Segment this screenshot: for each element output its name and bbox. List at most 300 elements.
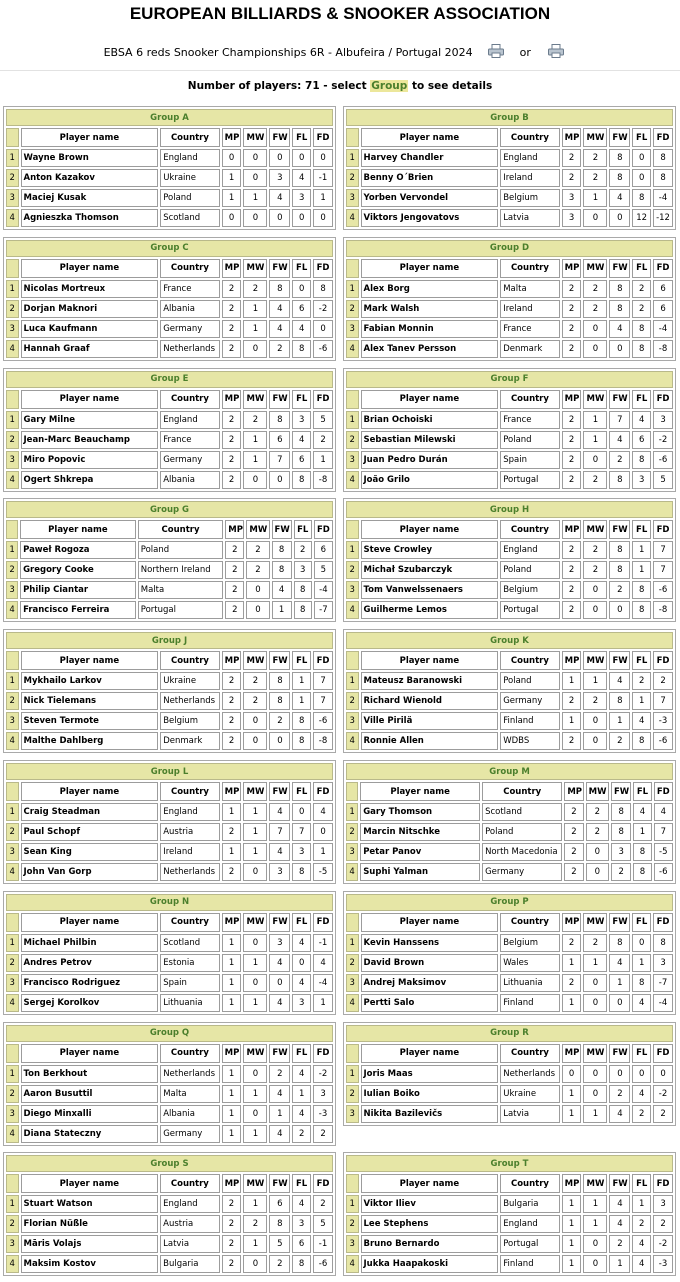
table-row xyxy=(6,189,333,207)
cell-country: Ireland xyxy=(500,169,559,187)
cell-rank: 3 xyxy=(346,1105,359,1123)
cell-player-name[interactable]: Jean-Marc Beauchamp xyxy=(21,431,159,449)
cell-fw: 5 xyxy=(269,1235,290,1253)
cell-mw: 2 xyxy=(243,672,267,690)
group-title[interactable]: Group H xyxy=(346,501,673,518)
cell-player-name[interactable]: Marcin Nitschke xyxy=(360,823,480,841)
cell-mw: 0 xyxy=(583,712,607,730)
table-row xyxy=(6,1235,333,1253)
cell-fd: -2 xyxy=(653,1085,673,1103)
col-mw: MW xyxy=(243,128,267,147)
group-title[interactable]: Group S xyxy=(6,1155,333,1172)
cell-fl: 4 xyxy=(633,803,651,821)
table-row xyxy=(346,1215,673,1233)
col-mp: MP xyxy=(562,259,582,278)
cell-rank: 1 xyxy=(6,672,19,690)
cell-fw: 8 xyxy=(609,471,630,489)
cell-mp: 2 xyxy=(222,1255,242,1273)
cell-fl: 0 xyxy=(632,149,651,167)
col-mp: MP xyxy=(562,913,582,932)
cell-player-name[interactable]: Michael Philbin xyxy=(21,934,159,952)
cell-player-name[interactable]: Paul Schopf xyxy=(21,823,159,841)
group-title[interactable]: Group J xyxy=(6,632,333,649)
cell-fw: 8 xyxy=(269,411,290,429)
cell-player-name[interactable]: Harvey Chandler xyxy=(361,149,499,167)
cell-player-name[interactable]: Tom Vanwelssenaers xyxy=(361,581,499,599)
cell-player-name[interactable]: Francisco Rodriguez xyxy=(21,974,159,992)
cell-fl: 8 xyxy=(632,340,651,358)
cell-fd: -6 xyxy=(653,581,673,599)
cell-player-name[interactable]: Ogert Shkrepa xyxy=(21,471,159,489)
cell-fd: -8 xyxy=(313,732,333,750)
cell-player-name[interactable]: Andrej Maksimov xyxy=(361,974,499,992)
cell-rank: 1 xyxy=(346,934,359,952)
table-row xyxy=(346,340,673,358)
cell-mp: 0 xyxy=(222,149,242,167)
cell-mp: 1 xyxy=(222,843,242,861)
table-row xyxy=(6,300,333,318)
cell-mw: 1 xyxy=(243,843,267,861)
cell-player-name[interactable]: Guilherme Lemos xyxy=(361,601,499,619)
cell-mp: 1 xyxy=(562,1105,582,1123)
table-row xyxy=(346,692,673,710)
col-fd: FD xyxy=(313,1044,333,1063)
cell-player-name[interactable]: Nikita Bazilevičs xyxy=(361,1105,499,1123)
cell-fl: 0 xyxy=(292,209,311,227)
cell-rank: 4 xyxy=(346,732,359,750)
table-row xyxy=(346,974,673,992)
cell-fd: 0 xyxy=(313,320,333,338)
table-row xyxy=(6,1255,333,1273)
cell-player-name[interactable]: Malthe Dahlberg xyxy=(21,732,159,750)
group-title[interactable]: Group Q xyxy=(6,1025,333,1042)
cell-fl: 3 xyxy=(292,411,311,429)
col-fw: FW xyxy=(609,1044,630,1063)
group-title[interactable]: Group B xyxy=(346,109,673,126)
group-title[interactable]: Group G xyxy=(6,501,333,518)
col-mp: MP xyxy=(562,520,582,539)
cell-fl: 4 xyxy=(292,974,311,992)
cell-player-name[interactable]: Gregory Cooke xyxy=(20,561,136,579)
cell-player-name[interactable]: Joris Maas xyxy=(361,1065,499,1083)
cell-player-name[interactable]: Jukka Haapakoski xyxy=(361,1255,499,1273)
cell-rank: 1 xyxy=(6,149,19,167)
cell-player-name[interactable]: Mykhailo Larkov xyxy=(21,672,159,690)
col-fl: FL xyxy=(632,651,651,670)
cell-rank: 1 xyxy=(346,149,359,167)
players-hint-text: to see details xyxy=(411,80,493,92)
table-row xyxy=(6,994,333,1012)
cell-mp: 1 xyxy=(222,189,242,207)
cell-mw: 1 xyxy=(243,954,267,972)
cell-mw: 0 xyxy=(583,601,607,619)
cell-fl: 3 xyxy=(292,994,311,1012)
cell-fd: -5 xyxy=(313,863,333,881)
cell-country: Ukraine xyxy=(500,1085,559,1103)
cell-rank: 4 xyxy=(346,601,359,619)
cell-rank: 3 xyxy=(6,1235,19,1253)
cell-rank: 3 xyxy=(346,320,359,338)
group-table-s xyxy=(3,1152,336,1276)
cell-rank: 4 xyxy=(6,1125,19,1143)
group-title[interactable]: Group R xyxy=(346,1025,673,1042)
group-link[interactable]: Group xyxy=(371,80,408,92)
cell-player-name[interactable]: Luca Kaufmann xyxy=(21,320,159,338)
cell-mw: 0 xyxy=(583,1255,607,1273)
cell-player-name[interactable]: Paweł Rogoza xyxy=(20,541,136,559)
cell-mp: 0 xyxy=(562,1065,582,1083)
cell-player-name[interactable]: Suphi Yalman xyxy=(360,863,480,881)
cell-player-name[interactable]: Craig Steadman xyxy=(21,803,159,821)
corner-cell xyxy=(346,1174,359,1193)
cell-player-name[interactable]: David Brown xyxy=(361,954,499,972)
cell-rank: 4 xyxy=(6,601,18,619)
cell-player-name[interactable]: Gary Thomson xyxy=(360,803,480,821)
col-player-name: Player name xyxy=(361,390,499,409)
cell-player-name[interactable]: Ville Pirilä xyxy=(361,712,499,730)
cell-player-name[interactable]: Francisco Ferreira xyxy=(20,601,136,619)
cell-player-name[interactable]: Viktors Jengovatovs xyxy=(361,209,499,227)
cell-fw: 8 xyxy=(609,149,630,167)
cell-fw: 0 xyxy=(609,994,630,1012)
col-country: Country xyxy=(138,520,224,539)
cell-player-name[interactable]: Mark Walsh xyxy=(361,300,499,318)
cell-fd: 2 xyxy=(313,1195,333,1213)
cell-fd: 0 xyxy=(313,149,333,167)
col-fl: FL xyxy=(292,913,311,932)
corner-cell xyxy=(6,520,18,539)
cell-player-name[interactable]: Nicolas Mortreux xyxy=(21,280,159,298)
col-fd: FD xyxy=(313,1174,333,1193)
cell-fl: 8 xyxy=(632,451,651,469)
cell-player-name[interactable]: Maciej Kusak xyxy=(21,189,159,207)
table-row xyxy=(346,541,673,559)
cell-country: Spain xyxy=(160,974,219,992)
group-title[interactable]: Group A xyxy=(6,109,333,126)
col-mw: MW xyxy=(583,651,607,670)
cell-player-name[interactable]: Gary Milne xyxy=(21,411,159,429)
cell-rank: 4 xyxy=(346,340,359,358)
table-row xyxy=(6,541,333,559)
cell-player-name[interactable]: Ronnie Allen xyxy=(361,732,499,750)
cell-fw: 0 xyxy=(609,601,630,619)
col-player-name: Player name xyxy=(21,128,159,147)
cell-mw: 1 xyxy=(243,994,267,1012)
cell-country: Germany xyxy=(160,320,219,338)
cell-rank: 1 xyxy=(346,803,358,821)
table-row xyxy=(346,300,673,318)
table-row xyxy=(6,863,333,881)
cell-player-name[interactable]: Michał Szubarczyk xyxy=(361,561,499,579)
cell-mw: 0 xyxy=(586,843,609,861)
cell-player-name[interactable]: Alex Borg xyxy=(361,280,499,298)
cell-country: Belgium xyxy=(500,934,559,952)
cell-fd: -7 xyxy=(653,974,673,992)
cell-mw: 0 xyxy=(243,340,267,358)
table-row xyxy=(346,732,673,750)
cell-rank: 2 xyxy=(6,169,19,187)
cell-fw: 7 xyxy=(609,411,630,429)
cell-fd: 2 xyxy=(653,1105,673,1123)
table-row xyxy=(346,1255,673,1273)
cell-fw: 4 xyxy=(269,189,290,207)
col-fl: FL xyxy=(632,1174,651,1193)
cell-player-name[interactable]: Yorben Vervondel xyxy=(361,189,499,207)
group-title[interactable]: Group P xyxy=(346,894,673,911)
cell-player-name[interactable]: Benny O´Brien xyxy=(361,169,499,187)
cell-mp: 2 xyxy=(562,974,582,992)
cell-player-name[interactable]: Lee Stephens xyxy=(361,1215,499,1233)
cell-mp: 1 xyxy=(222,803,242,821)
cell-fl: 0 xyxy=(292,803,311,821)
printer-icon[interactable] xyxy=(488,44,504,61)
cell-fw: 8 xyxy=(269,280,290,298)
col-player-name: Player name xyxy=(21,259,159,278)
cell-fd: 0 xyxy=(313,823,333,841)
cell-player-name[interactable]: Philip Ciantar xyxy=(20,581,136,599)
cell-mw: 1 xyxy=(583,1195,607,1213)
group-table-b xyxy=(343,106,676,230)
cell-rank: 4 xyxy=(346,994,359,1012)
group-title[interactable]: Group N xyxy=(6,894,333,911)
col-country: Country xyxy=(500,1174,559,1193)
col-mw: MW xyxy=(583,259,607,278)
cell-mp: 1 xyxy=(562,954,582,972)
cell-fd: 6 xyxy=(653,300,673,318)
cell-player-name[interactable]: Sergej Korolkov xyxy=(21,994,159,1012)
group-title[interactable]: Group F xyxy=(346,371,673,388)
table-row xyxy=(346,451,673,469)
group-title[interactable]: Group C xyxy=(6,240,333,257)
cell-player-name[interactable]: Mateusz Baranowski xyxy=(361,672,499,690)
cell-fw: 4 xyxy=(609,189,630,207)
cell-country: North Macedonia xyxy=(482,843,562,861)
cell-country: England xyxy=(500,1215,559,1233)
cell-fw: 8 xyxy=(272,561,292,579)
col-fw: FW xyxy=(269,259,290,278)
col-country: Country xyxy=(500,1044,559,1063)
cell-mw: 0 xyxy=(246,581,269,599)
cell-mw: 0 xyxy=(583,974,607,992)
cell-mp: 2 xyxy=(222,732,242,750)
cell-mw: 1 xyxy=(583,672,607,690)
corner-cell xyxy=(6,1044,19,1063)
cell-fl: 0 xyxy=(292,954,311,972)
cell-player-name[interactable]: Steven Termote xyxy=(21,712,159,730)
col-player-name: Player name xyxy=(361,913,499,932)
cell-country: Spain xyxy=(500,451,559,469)
cell-player-name[interactable]: Sean King xyxy=(21,843,159,861)
cell-player-name[interactable]: Miro Popovic xyxy=(21,451,159,469)
cell-mw: 0 xyxy=(583,994,607,1012)
cell-player-name[interactable]: Stuart Watson xyxy=(21,1195,159,1213)
cell-country: Poland xyxy=(138,541,224,559)
cell-player-name[interactable]: Brian Ochoiski xyxy=(361,411,499,429)
cell-country: Portugal xyxy=(138,601,224,619)
cell-mp: 2 xyxy=(222,692,242,710)
cell-rank: 2 xyxy=(6,1085,19,1103)
cell-fd: -8 xyxy=(653,340,673,358)
players-count-text: Number of players: 71 - select xyxy=(187,80,367,92)
cell-fd: -4 xyxy=(313,974,333,992)
cell-fd: 1 xyxy=(313,994,333,1012)
col-fl: FL xyxy=(632,1044,651,1063)
col-mp: MP xyxy=(222,390,242,409)
cell-mw: 1 xyxy=(583,189,607,207)
cell-player-name[interactable]: Alex Tanev Persson xyxy=(361,340,499,358)
table-row xyxy=(346,601,673,619)
table-row xyxy=(346,320,673,338)
corner-cell xyxy=(6,1174,19,1193)
cell-fw: 3 xyxy=(269,169,290,187)
cell-fl: 4 xyxy=(632,712,651,730)
cell-player-name[interactable]: Fabian Monnin xyxy=(361,320,499,338)
col-fl: FL xyxy=(292,259,311,278)
cell-player-name[interactable]: Kevin Hanssens xyxy=(361,934,499,952)
cell-mw: 0 xyxy=(243,149,267,167)
cell-country: Germany xyxy=(482,863,562,881)
table-row xyxy=(346,581,673,599)
cell-player-name[interactable]: João Grilo xyxy=(361,471,499,489)
col-fd: FD xyxy=(654,782,673,801)
cell-player-name[interactable]: Viktor Iliev xyxy=(361,1195,499,1213)
group-title[interactable]: Group L xyxy=(6,763,333,780)
cell-fw: 8 xyxy=(269,692,290,710)
cell-country: WDBS xyxy=(500,732,559,750)
group-title[interactable]: Group D xyxy=(346,240,673,257)
cell-fl: 12 xyxy=(632,209,651,227)
col-mw: MW xyxy=(243,651,267,670)
cell-player-name[interactable]: Nick Tielemans xyxy=(21,692,159,710)
cell-mp: 2 xyxy=(562,411,582,429)
col-fl: FL xyxy=(292,651,311,670)
cell-fw: 2 xyxy=(611,863,631,881)
cell-rank: 3 xyxy=(346,189,359,207)
cell-mp: 1 xyxy=(562,1235,582,1253)
cell-mp: 2 xyxy=(222,712,242,730)
cell-player-name[interactable]: Bruno Bernardo xyxy=(361,1235,499,1253)
cell-fw: 0 xyxy=(269,149,290,167)
col-country: Country xyxy=(160,782,219,801)
printer-icon[interactable] xyxy=(548,44,564,61)
cell-player-name[interactable]: Juan Pedro Durán xyxy=(361,451,499,469)
cell-mp: 2 xyxy=(222,411,242,429)
cell-mp: 2 xyxy=(222,471,242,489)
col-mp: MP xyxy=(562,390,582,409)
group-title[interactable]: Group E xyxy=(6,371,333,388)
cell-fd: 5 xyxy=(653,471,673,489)
cell-fw: 8 xyxy=(611,823,631,841)
col-fd: FD xyxy=(653,128,673,147)
cell-player-name[interactable]: Sebastian Milewski xyxy=(361,431,499,449)
cell-fl: 8 xyxy=(292,1255,311,1273)
cell-country: Germany xyxy=(500,692,559,710)
cell-fd: 5 xyxy=(314,561,333,579)
table-row xyxy=(6,843,333,861)
cell-fl: 8 xyxy=(632,320,651,338)
cell-player-name[interactable]: Maksim Kostov xyxy=(21,1255,159,1273)
table-row xyxy=(6,581,333,599)
table-row xyxy=(6,169,333,187)
table-row xyxy=(6,732,333,750)
cell-mp: 2 xyxy=(222,431,242,449)
cell-fw: 4 xyxy=(609,1105,630,1123)
corner-cell xyxy=(346,520,359,539)
cell-fl: 6 xyxy=(292,300,311,318)
col-fl: FL xyxy=(632,259,651,278)
col-fl: FL xyxy=(633,782,651,801)
cell-country: Lithuania xyxy=(160,994,219,1012)
cell-country: Albania xyxy=(160,300,219,318)
cell-player-name[interactable]: Diana Stateczny xyxy=(21,1125,159,1143)
cell-player-name[interactable]: Andres Petrov xyxy=(21,954,159,972)
cell-player-name[interactable]: Richard Wienold xyxy=(361,692,499,710)
cell-player-name[interactable]: Ton Berkhout xyxy=(21,1065,159,1083)
cell-player-name[interactable]: Florian Nüßle xyxy=(21,1215,159,1233)
cell-player-name[interactable]: Māris Volajs xyxy=(21,1235,159,1253)
cell-player-name[interactable]: Steve Crowley xyxy=(361,541,499,559)
table-row xyxy=(346,169,673,187)
col-country: Country xyxy=(500,651,559,670)
col-player-name: Player name xyxy=(21,782,159,801)
cell-mw: 0 xyxy=(243,974,267,992)
cell-fl: 6 xyxy=(292,1235,311,1253)
cell-mw: 1 xyxy=(243,451,267,469)
cell-fw: 2 xyxy=(609,1235,630,1253)
table-row xyxy=(6,320,333,338)
cell-country: Netherlands xyxy=(160,1065,219,1083)
col-fw: FW xyxy=(609,390,630,409)
cell-fw: 8 xyxy=(609,934,630,952)
cell-mw: 1 xyxy=(243,1085,267,1103)
cell-player-name[interactable]: Wayne Brown xyxy=(21,149,159,167)
cell-player-name[interactable]: Pertti Salo xyxy=(361,994,499,1012)
cell-player-name[interactable]: Aaron Busuttil xyxy=(21,1085,159,1103)
cell-fl: 2 xyxy=(632,1105,651,1123)
cell-fd: -2 xyxy=(653,1235,673,1253)
group-title[interactable]: Group K xyxy=(346,632,673,649)
cell-player-name[interactable]: Diego Minxalli xyxy=(21,1105,159,1123)
cell-fd: 2 xyxy=(653,672,673,690)
table-row xyxy=(346,823,673,841)
cell-player-name[interactable]: Petar Panov xyxy=(360,843,480,861)
cell-rank: 2 xyxy=(6,1215,19,1233)
cell-fd: 1 xyxy=(313,189,333,207)
cell-fl: 8 xyxy=(632,189,651,207)
cell-mp: 2 xyxy=(562,471,582,489)
cell-mw: 2 xyxy=(583,561,607,579)
cell-mp: 1 xyxy=(562,1215,582,1233)
group-title[interactable]: Group M xyxy=(346,763,673,780)
table-row xyxy=(346,1085,673,1103)
cell-fw: 4 xyxy=(269,1125,290,1143)
col-country: Country xyxy=(500,128,559,147)
cell-player-name[interactable]: Hannah Graaf xyxy=(21,340,159,358)
group-title[interactable]: Group T xyxy=(346,1155,673,1172)
cell-mw: 0 xyxy=(583,1085,607,1103)
cell-player-name[interactable]: Dorjan Maknori xyxy=(21,300,159,318)
cell-player-name[interactable]: Anton Kazakov xyxy=(21,169,159,187)
cell-player-name[interactable]: Agnieszka Thomson xyxy=(21,209,159,227)
cell-fw: 2 xyxy=(269,1065,290,1083)
table-row xyxy=(6,601,333,619)
cell-fw: 0 xyxy=(269,974,290,992)
cell-player-name[interactable]: John Van Gorp xyxy=(21,863,159,881)
cell-mp: 2 xyxy=(222,1215,242,1233)
cell-player-name[interactable]: Iulian Boiko xyxy=(361,1085,499,1103)
col-mp: MP xyxy=(222,651,242,670)
table-row xyxy=(346,1195,673,1213)
